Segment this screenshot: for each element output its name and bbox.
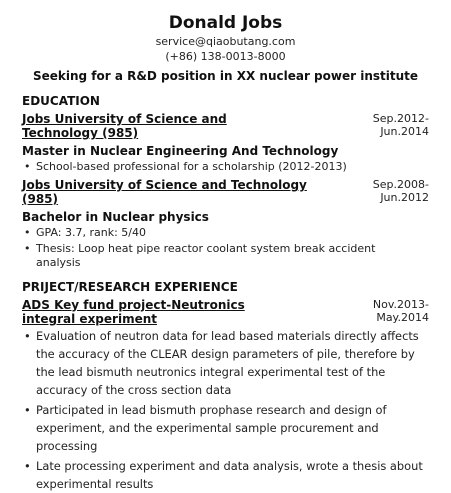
bullet-list	[22, 226, 429, 270]
date-start: Nov.2013-	[372, 298, 429, 311]
research-section-title: PRIJECT/RESEARCH EXPERIENCE	[22, 280, 238, 294]
list-item: • Late processing experiment and data analysis, wrote a thesis about experimental results	[24, 459, 423, 491]
phone-text: (+86) 138-0013-8000	[165, 50, 286, 63]
bullet-icon: •	[24, 242, 31, 255]
degree-title: Master in Nuclear Engineering And Technology	[22, 144, 339, 158]
objective-text: Seeking for a R&D position in XX nuclear power institute	[32, 69, 419, 83]
research-entry	[22, 298, 429, 493]
date-start: Sep.2008-	[372, 178, 429, 191]
list-item: • Thesis: Loop heat pipe reactor coolant system break accident analysis	[24, 242, 376, 269]
candidate-name: Donald Jobs	[168, 13, 283, 33]
list-item: • GPA: 3.7, rank: 5/40	[24, 226, 146, 239]
date-range	[359, 178, 429, 204]
date-range	[359, 298, 429, 324]
bullet-icon: •	[24, 329, 31, 343]
education-entry	[22, 178, 429, 270]
date-start: Sep.2012-	[372, 112, 429, 125]
education-entry-header	[22, 112, 429, 140]
bullet-icon: •	[24, 226, 31, 239]
date-range	[359, 112, 429, 138]
list-item: • School-based professional for a scholarship (2012-2013)	[24, 160, 347, 173]
bullet-icon: •	[24, 459, 31, 473]
bullet-list	[22, 160, 429, 174]
education-entry-header	[22, 178, 429, 206]
education-entry	[22, 112, 429, 174]
list-item: • Participated in lead bismuth prophase research and design of experiment, and the experimental sample procurement and processing	[24, 403, 387, 453]
list-item: • Evaluation of neutron data for lead based materials directly affects the accuracy of the CLEAR design parameters of pile, therefore by the lead bismuth neutronics integral experimental test of the accuracy of the cross section data	[24, 329, 419, 397]
date-end: Jun.2012	[380, 191, 429, 204]
email-text: service@qiaobutang.com	[155, 35, 296, 48]
date-end: Jun.2014	[380, 125, 429, 138]
project-name: ADS Key fund project-Neutronics integral experiment	[22, 298, 245, 326]
bullet-icon: •	[24, 403, 31, 417]
bullet-icon: •	[24, 160, 31, 173]
school-name: Jobs University of Science and Technology (985)	[22, 112, 227, 140]
education-section-title: EDUCATION	[22, 94, 100, 108]
bullet-list	[22, 327, 429, 493]
school-name: Jobs University of Science and Technology (985)	[22, 178, 307, 206]
research-entry-header	[22, 298, 429, 326]
date-end: May.2014	[376, 311, 429, 324]
resume-header	[22, 0, 429, 84]
degree-title: Bachelor in Nuclear physics	[22, 210, 209, 224]
